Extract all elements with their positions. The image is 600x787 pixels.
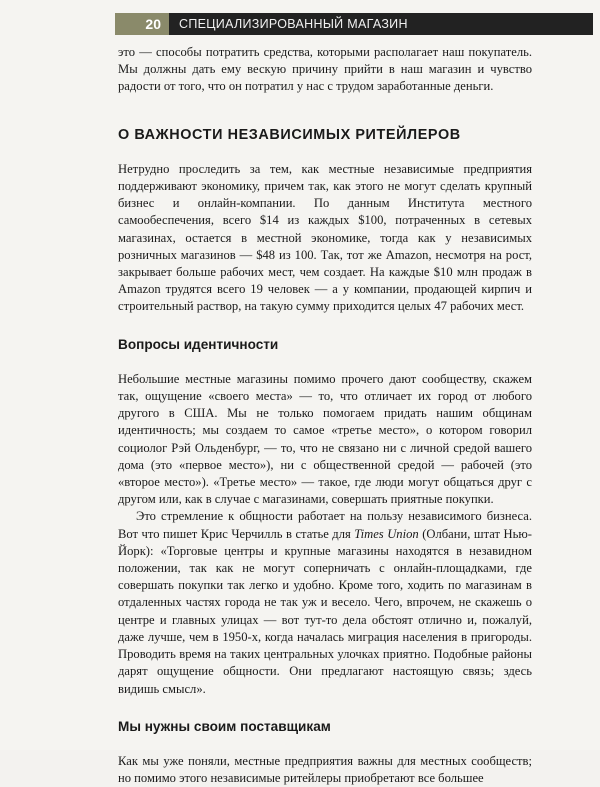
suppliers-paragraph: Как мы уже поняли, местные предприятия важны для местных сообществ; но помимо этого независимые ритейлеры приобретают все большее bbox=[118, 753, 532, 786]
section-heading: О ВАЖНОСТИ НЕЗАВИСИМЫХ РИТЕЙЛЕРОВ bbox=[118, 126, 461, 143]
section-paragraph: Нетрудно проследить за тем, как местные независимые предприятия поддерживают экономику, причем так, как этого не могут сделать крупный бизнес и онлайн-компании. По данным Института местного самообеспечения, всего $14 из каждых $100, потраченных в сетевых магазинах, остается в местной экономике, тогда как у независимых розничных магазинов — $48 из 100. Так, тот же Amazon, несмотря на рост, закрывает больше рабочих мест, чем создает. На каждые $10 млн продаж в Amazon трудятся всего 19 человек — а у компании, продающей кирпич и строительный раствор, на такую сумму приходится целых 47 рабочих мест. bbox=[118, 161, 532, 314]
running-title: СПЕЦИАЛИЗИРОВАННЫЙ МАГАЗИН bbox=[169, 13, 593, 35]
page-content bbox=[118, 44, 532, 787]
intro-paragraph: это — способы потратить средства, которыми располагает наш покупатель. Мы должны дать ему вескую причину прийти в наш магазин и чувство радости от того, что он потратил у нас с трудом заработанные деньги. bbox=[118, 45, 532, 94]
subsection-heading-suppliers: Мы нужны своим поставщикам bbox=[118, 718, 331, 734]
running-header bbox=[115, 13, 593, 35]
identity-paragraph-1: Небольшие местные магазины помимо прочего дают сообществу, скажем так, ощущение «своего места» — то, что отличает их город от любого другого в США. Мы не только помогаем придать нашим общинам идентичность; мы создаем то самое «третье место», о котором говорил социолог Рэй Ольденбург, — то, что не связано ни с личной средой вашего дома (это «первое место»), ни с общественной средой — рабочей (это «второе место»). «Третье место» — такое, где люди могут общаться друг с другом или, как в случае с магазинами, совершать приятные покупки. bbox=[118, 371, 532, 507]
subsection-heading-identity: Вопросы идентичности bbox=[118, 336, 279, 352]
newspaper-title: Times Union bbox=[354, 526, 419, 541]
identity-paragraph-2 bbox=[118, 508, 532, 697]
identity-paragraph-2-end: (Олбани, штат Нью-Йорк): «Торговые центры и крупные магазины находятся в незавидном положении, так как не могут соперничать с онлайн-площадками, где совершать покупки так легко и удобно. Кроме того, ходить по магазинам в отдаленных частях города не так уж и весело. Чего, впрочем, не скажешь о центре и главных улицах — вот тут-то дела обстоят отлично и, пожалуй, даже лучше, чем в 1950-х, когда началась миграция населения в пригороды. Проводить время на таких центральных улочках приятно. Подобные районы дарят ощущение общности. Они предлагают настоящую связь; здесь видишь смысл». bbox=[118, 526, 532, 696]
page-number: 20 bbox=[115, 13, 169, 35]
identity-paragraph-2-start: Это стремление к общности работает на пользу независимого бизнеса. Вот что пишет Крис Черчилль в статье для bbox=[118, 509, 532, 541]
